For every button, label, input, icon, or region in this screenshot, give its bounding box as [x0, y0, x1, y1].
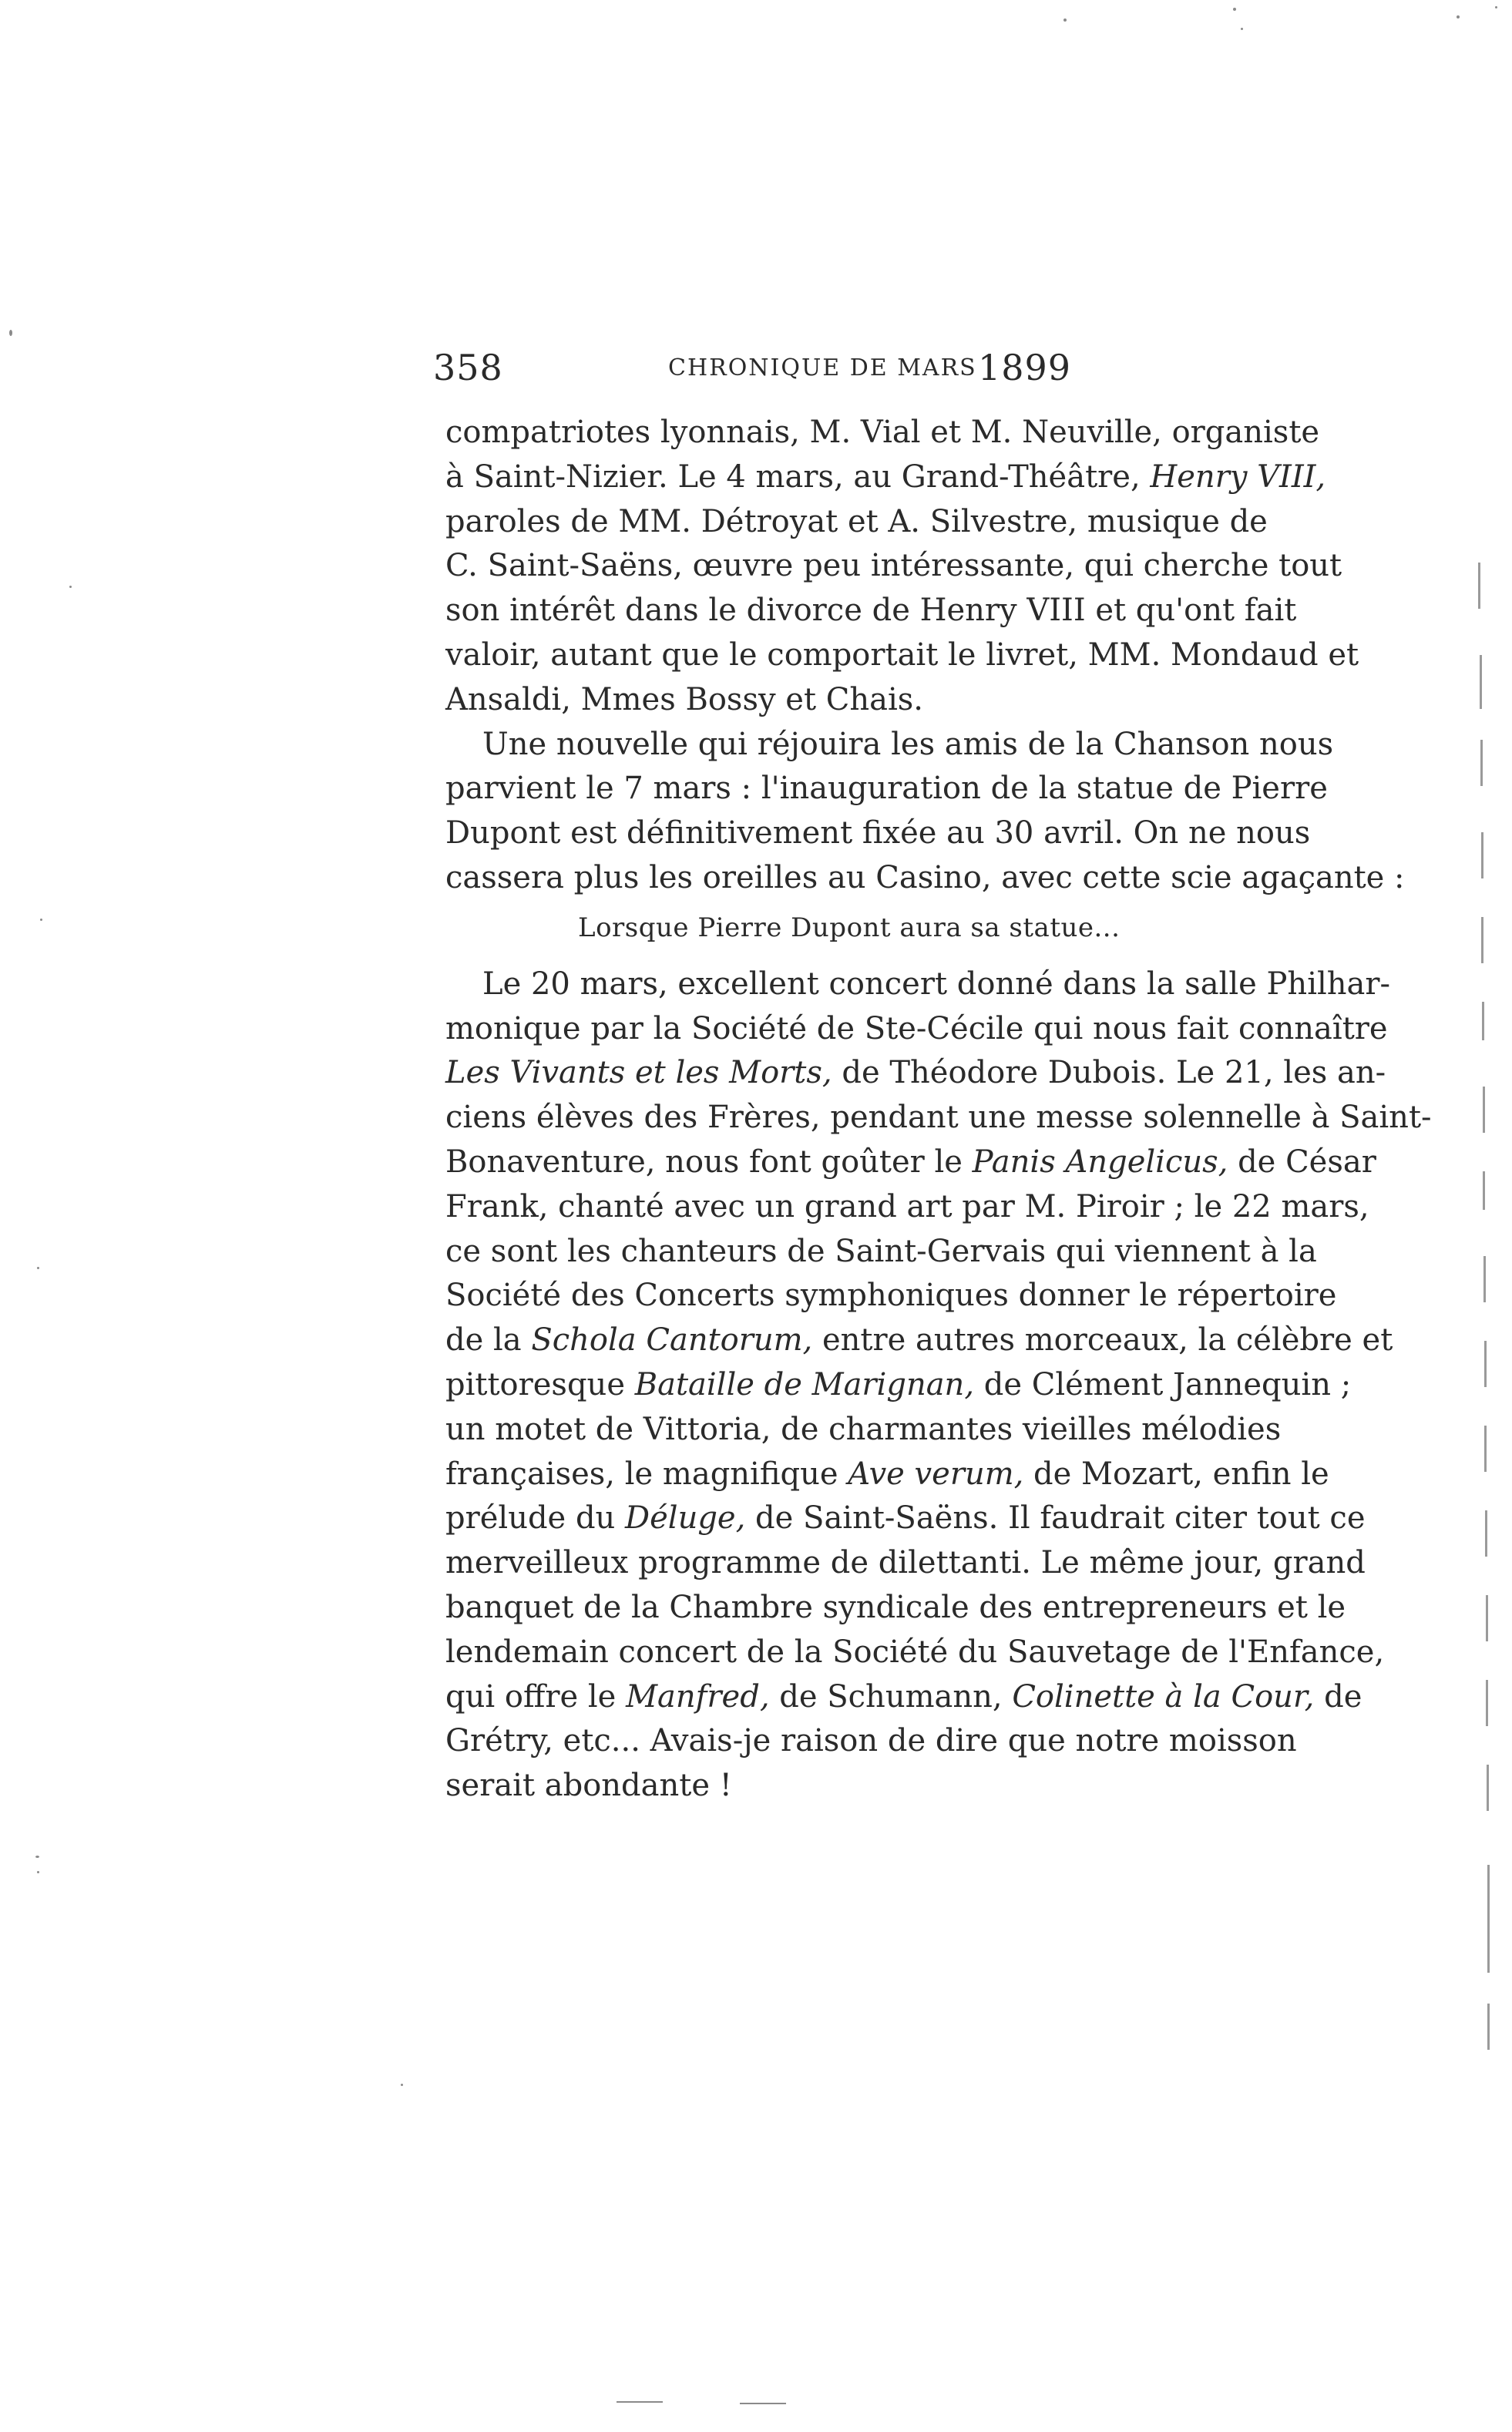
text-line: un motet de Vittoria, de charmantes vieilles mélodies [445, 1411, 1282, 1447]
text-line: lendemain concert de la Société du Sauvetage de l'Enfance, [445, 1634, 1385, 1670]
scan-margin-mark [1483, 1171, 1485, 1210]
text-line: compatriotes lyonnais, M. Vial et M. Neuville, organiste [445, 415, 1320, 450]
page-number: 358 [433, 347, 503, 388]
text-line: Bonaventure, nous font goûter le Panis Angelicus, de César [445, 1144, 1376, 1180]
scan-speck [617, 2401, 663, 2403]
text-line: banquet de la Chambre syndicale des entrepreneurs et le [445, 1589, 1346, 1625]
text-line: paroles de MM. Détroyat et A. Silvestre, musique de [445, 503, 1268, 539]
text-line: Frank, chanté avec un grand art par M. Piroir ; le 22 mars, [445, 1188, 1369, 1224]
text-line: valoir, autant que le comportait le livret, MM. Mondaud et [445, 637, 1359, 673]
scan-speck [740, 2403, 786, 2404]
song-quote: Lorsque Pierre Dupont aura sa statue... [578, 912, 1121, 943]
text-line: Une nouvelle qui réjouira les amis de la Chanson nous [482, 726, 1334, 762]
scan-speck [1063, 18, 1067, 22]
scan-speck [37, 1871, 39, 1873]
scan-margin-mark [1484, 1426, 1487, 1472]
text-line: pittoresque Bataille de Marignan, de Clément Jannequin ; [445, 1366, 1352, 1402]
scan-margin-mark [1484, 1341, 1487, 1387]
scan-speck [401, 2084, 403, 2086]
scan-margin-mark [1480, 740, 1483, 786]
italic-title: Henry VIII, [1150, 459, 1326, 495]
scan-margin-mark [1481, 832, 1483, 878]
text-line: qui offre le Manfred, de Schumann, Colinette à la Cour, de [445, 1678, 1362, 1715]
text-line: Grétry, etc... Avais-je raison de dire que notre moisson [445, 1723, 1297, 1759]
running-title: CHRONIQUE DE MARS [668, 354, 977, 381]
scan-speck [40, 919, 42, 921]
italic-title: Ave verum, [848, 1456, 1024, 1492]
scan-speck [1495, 6, 1497, 8]
italic-title: Bataille de Marignan, [634, 1366, 975, 1402]
italic-title: Schola Cantorum, [531, 1322, 813, 1359]
scan-margin-mark [1483, 1087, 1485, 1133]
text-line: serait abondante ! [445, 1768, 732, 1804]
text-line: ciens élèves des Frères, pendant une messe solennelle à Saint- [445, 1100, 1432, 1136]
scan-margin-mark [1487, 1865, 1490, 1973]
text-line: Les Vivants et les Morts, de Théodore Dubois. Le 21, les an- [445, 1055, 1386, 1091]
italic-title: Manfred, [626, 1678, 770, 1715]
body-text [445, 411, 1432, 1809]
text-line: ce sont les chanteurs de Saint-Gervais qui viennent à la [445, 1233, 1317, 1269]
running-year: 1899 [978, 347, 1072, 388]
text-line: monique par la Société de Ste-Cécile qui nous fait connaître [445, 1010, 1388, 1046]
scan-speck [1241, 28, 1243, 30]
italic-title: Colinette à la Cour, [1012, 1678, 1315, 1715]
scan-margin-mark [1481, 917, 1483, 963]
scan-margin-mark [1478, 563, 1480, 609]
text-line: Le 20 mars, excellent concert donné dans la salle Philhar- [482, 966, 1391, 1002]
page-header [433, 347, 1072, 401]
scan-margin-mark [1486, 1680, 1488, 1726]
scan-margin-mark [1487, 1765, 1489, 1811]
text-line: françaises, le magnifique Ave verum, de Mozart, enfin le [445, 1456, 1329, 1492]
scan-speck [1233, 8, 1236, 11]
italic-title: Déluge, [625, 1500, 746, 1537]
italic-title: Panis Angelicus, [972, 1144, 1228, 1180]
text-line: cassera plus les oreilles au Casino, avec cette scie agaçante : [445, 859, 1405, 895]
text-line: merveilleux programme de dilettanti. Le même jour, grand [445, 1545, 1366, 1581]
text-line: parvient le 7 mars : l'inauguration de la statue de Pierre [445, 771, 1328, 807]
scan-speck [37, 1267, 39, 1269]
text-line: C. Saint-Saëns, œuvre peu intéressante, qui cherche tout [445, 548, 1342, 584]
text-line: Ansaldi, Mmes Bossy et Chais. [445, 681, 923, 717]
scan-speck [9, 330, 12, 336]
scan-margin-mark [1480, 655, 1482, 709]
scan-margin-mark [1483, 1256, 1486, 1302]
scan-speck [35, 1856, 39, 1858]
scan-speck [69, 586, 72, 588]
text-line: à Saint-Nizier. Le 4 mars, au Grand-Théâtre, Henry VIII, [445, 459, 1326, 495]
text-line: prélude du Déluge, de Saint-Saëns. Il faudrait citer tout ce [445, 1500, 1366, 1537]
text-line: son intérêt dans le divorce de Henry VIII et qu'ont fait [445, 593, 1297, 629]
text-line: de la Schola Cantorum, entre autres morceaux, la célèbre et [445, 1322, 1393, 1359]
scan-margin-mark [1487, 2004, 1490, 2050]
scan-margin-mark [1486, 1595, 1488, 1641]
text-line: Dupont est définitivement fixée au 30 avril. On ne nous [445, 815, 1311, 852]
text-line: Société des Concerts symphoniques donner le répertoire [445, 1278, 1337, 1314]
scan-speck [1457, 15, 1460, 18]
scan-margin-mark [1482, 1002, 1484, 1040]
italic-title: Les Vivants et les Morts, [445, 1055, 832, 1091]
scan-margin-mark [1485, 1510, 1487, 1557]
